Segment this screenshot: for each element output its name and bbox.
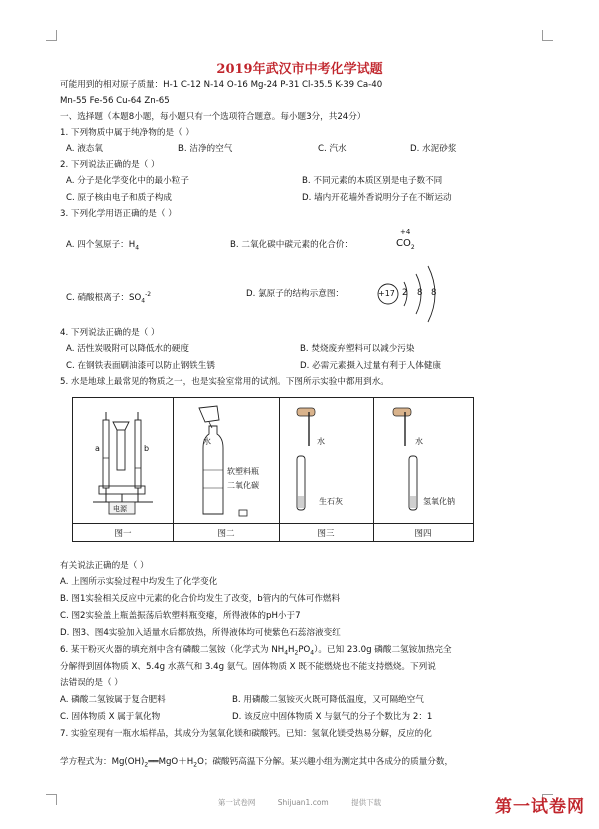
q1-option-a: A. 液态氧 [66, 144, 103, 154]
fig4-water-label: 水 [415, 437, 423, 446]
question-3-stem: 3. 下列化学用语正确的是（ ） [60, 209, 177, 219]
naoh-label: 氢氧化钠 [423, 497, 455, 506]
question-5-substem: 有关说法正确的是（ ） [60, 561, 149, 571]
shell-2-electrons: 8 [417, 288, 423, 298]
tube-b-label: b [144, 444, 150, 453]
shell-3-electrons: 8 [431, 288, 437, 298]
question-6-line: 分解得到固体物质 X、5.4g 水蒸气和 3.4g 氨气。固体物质 X 既不能燃烧也不能支持燃烧。下列说 [60, 662, 436, 672]
footer-download-note: 提供下载 [351, 798, 382, 807]
question-1-stem: 1. 下列物质中属于纯净物的是（ ） [60, 128, 194, 138]
question-7-line: 7. 实验室现有一瓶水垢样品，其成分为氢氧化镁和碳酸钙。已知：氢氧化镁受热易分解，反应的化 [60, 729, 432, 739]
atomic-masses-line: 可能用到的相对原子质量：H-1 C-12 N-14 O-16 Mg-24 P-31 Cl-35.5 K-39 Ca-40 [60, 80, 383, 90]
valence-mark: +4 [400, 228, 411, 236]
footer-site-url: Shijuan1.com [277, 798, 329, 807]
q3-option-a: A. 四个氢原子：$H_4$ [66, 240, 140, 252]
nucleus-charge: +17 [378, 289, 395, 298]
atomic-masses-line: Mn-55 Fe-56 Cu-64 Zn-65 [60, 96, 170, 106]
q2-option-b: B. 不同元素的本质区别是电子数不同 [302, 176, 443, 186]
q3-option-c: C. 硝酸根离子：$SO_4^{-2}$ [66, 291, 152, 305]
shell-1-electrons: 2 [402, 288, 408, 298]
q2-option-d: D. 墙内开花墙外香说明分子在不断运动 [302, 193, 452, 203]
section-header: 一、选择题（本题8小题，每小题只有一个选项符合题意。每小题3分，共24分） [60, 112, 366, 122]
q3-option-b: B. 二氧化碳中碳元素的化合价： [230, 240, 354, 250]
co2-formula: $CO_2$ [396, 238, 415, 251]
figure-2-caption: 图二 [217, 529, 235, 539]
q6-option-c: C. 固体物质 X 属于氧化物 [60, 712, 161, 722]
question-6-line: 6. 某干粉灭火器的填充剂中含有磷酸二氢铵（化学式为 $NH_4H_2PO_4$）。已知 23.0g 磷酸二氢铵加热完全 [60, 645, 452, 657]
question-5-stem: 5. 水是地球上最常见的物质之一，也是实验室常用的试剂。下图所示实验中都用到水。 [60, 377, 389, 387]
crop-mark [542, 30, 553, 41]
fig3-water-label: 水 [317, 437, 325, 446]
q2-option-a: A. 分子是化学变化中的最小粒子 [66, 176, 189, 186]
experiment-figure-table [72, 397, 474, 542]
question-7-line: 学方程式为：$Mg(OH)_2══MgO+H_2O$；碳酸钙高温下分解。某兴趣小组为测定其中各成分的质量分数， [60, 757, 454, 769]
power-source-label: 电源 [113, 505, 127, 513]
q1-option-b: B. 洁净的空气 [178, 144, 233, 154]
bottle-label: 软塑料瓶 [227, 467, 259, 476]
tube-a-label: a [95, 444, 100, 453]
q6-option-b: B. 用磷酸二氢铵灭火既可降低温度，又可隔绝空气 [232, 695, 424, 705]
q4-option-c: C. 在钢铁表面刷油漆可以防止钢铁生锈 [66, 361, 215, 371]
figure-3-caption: 图三 [317, 529, 335, 539]
crop-mark [46, 30, 57, 41]
water-label: 水 [203, 437, 211, 446]
q4-option-d: D. 必需元素摄入过量有利于人体健康 [300, 361, 441, 371]
question-2-stem: 2. 下列说法正确的是（ ） [60, 160, 160, 170]
co2-label: 二氧化碳 [227, 481, 259, 490]
footer-site-name: 第一试卷网 [217, 798, 256, 807]
q6-option-a: A. 磷酸二氢铵属于复合肥料 [60, 695, 166, 705]
figure-4-caption: 图四 [414, 529, 432, 539]
q2-option-c: C. 原子核由电子和质子构成 [66, 193, 172, 203]
q5-option-a: A. 上图所示实验过程中均发生了化学变化 [60, 577, 218, 587]
quicklime-label: 生石灰 [319, 497, 343, 506]
q5-option-b: B. 图1实验相关反应中元素的化合价均发生了改变，b管内的气体可作燃料 [60, 594, 341, 604]
q3-option-d: D. 氯原子的结构示意图： [246, 289, 345, 299]
naoh-apparatus [73, 398, 473, 523]
q6-option-d: D. 该反应中固体物质 X 与氨气的分子个数比为 2：1 [232, 712, 433, 722]
q5-option-c: C. 图2实验盖上瓶盖振荡后软塑料瓶变瘪，所得液体的pH小于7 [60, 611, 301, 621]
q1-option-c: C. 汽水 [318, 144, 347, 154]
q4-option-b: B. 焚烧废弃塑料可以减少污染 [300, 344, 415, 354]
question-6-line: 法错误的是（ ） [60, 678, 123, 688]
q5-option-d: D. 图3、图4实验加入适量水后都放热，所得液体均可使紫色石蕊溶液变红 [60, 628, 341, 638]
q1-option-d: D. 水泥砂浆 [410, 144, 457, 154]
page-title: 2019年武汉市中考化学试题 [216, 62, 383, 77]
brand-logo: 第一试卷网 [495, 797, 585, 817]
question-4-stem: 4. 下列说法正确的是（ ） [60, 328, 160, 338]
figure-1-caption: 图一 [114, 529, 132, 539]
q4-option-a: A. 活性炭吸附可以降低水的硬度 [66, 344, 189, 354]
figure-caption-row [73, 523, 473, 542]
